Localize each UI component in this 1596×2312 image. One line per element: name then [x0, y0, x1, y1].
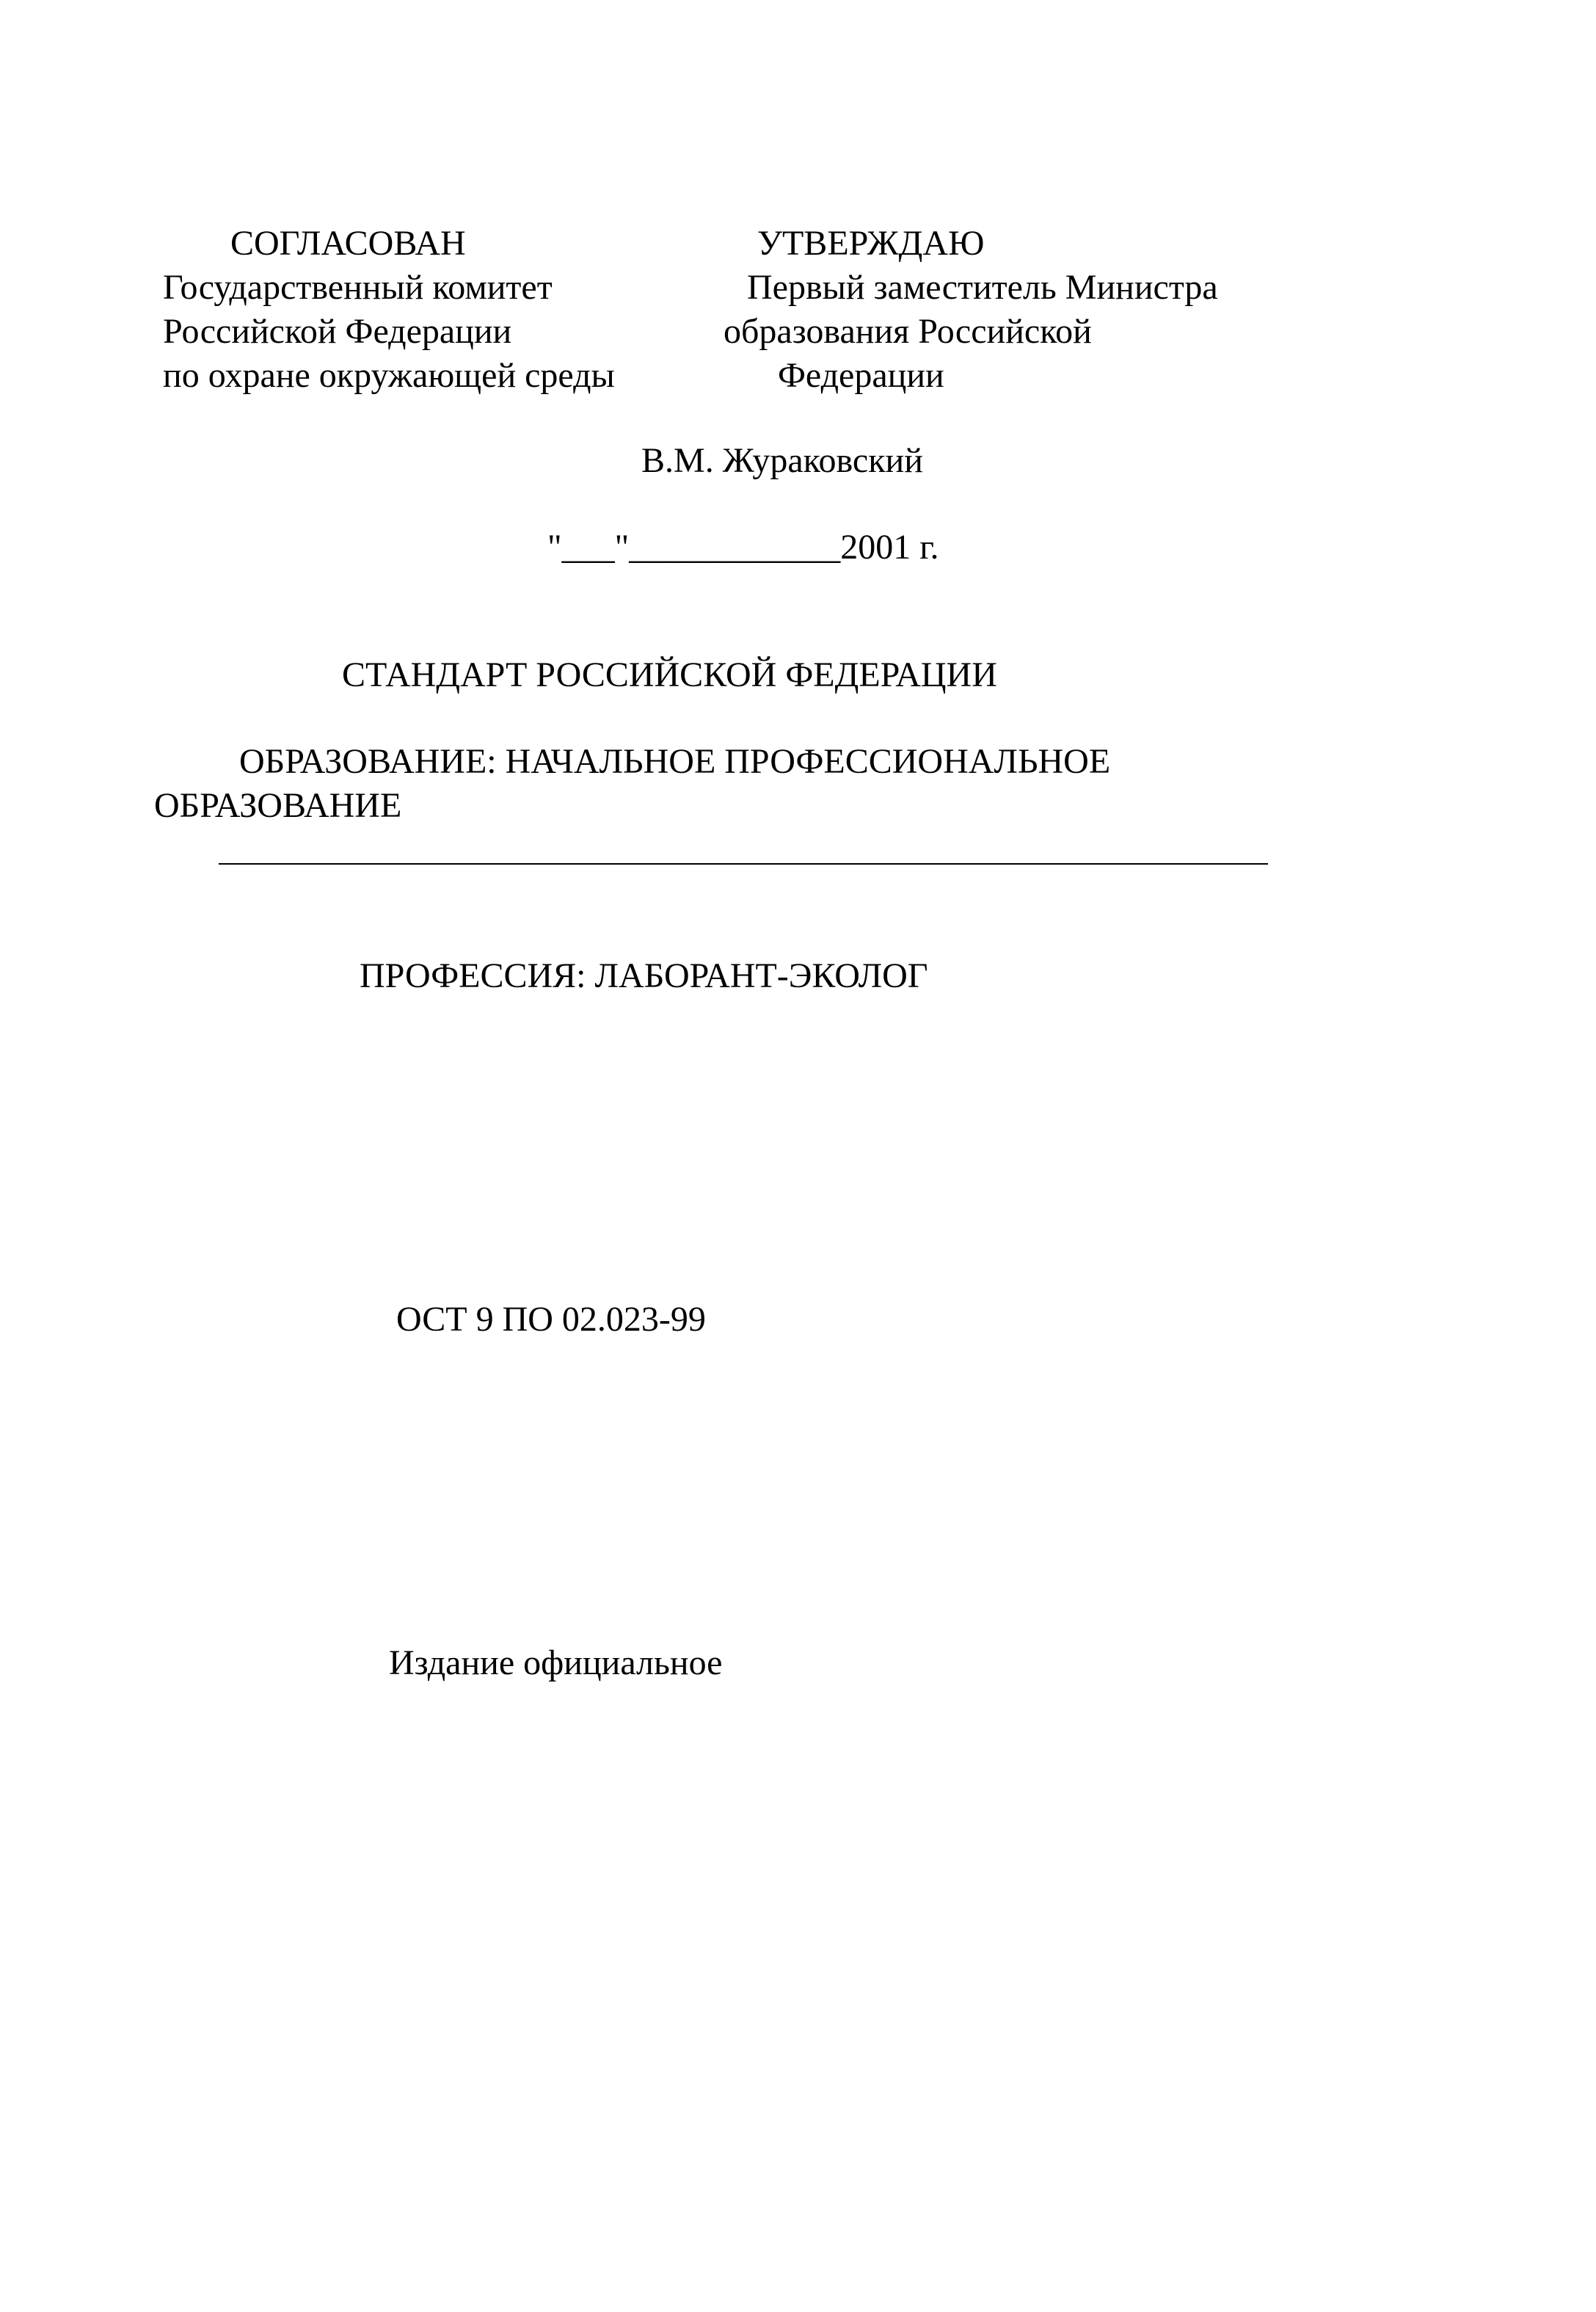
- document-code: ОСТ 9 ПО 02.023-99: [396, 1300, 706, 1339]
- separator-line: [219, 863, 1268, 865]
- approve-line-2: образования Российской: [724, 312, 1092, 351]
- profession-title: ПРОФЕССИЯ: ЛАБОРАНТ-ЭКОЛОГ: [360, 956, 928, 995]
- approve-heading: УТВЕРЖДАЮ: [757, 224, 985, 263]
- edition-note: Издание официальное: [389, 1643, 723, 1682]
- signatory-name: В.М. Жураковский: [641, 441, 923, 480]
- standard-title: СТАНДАРТ РОССИЙСКОЙ ФЕДЕРАЦИИ: [342, 655, 997, 694]
- approve-line-1: Первый заместитель Министра: [747, 268, 1218, 307]
- agreed-line-3: по охране окружающей среды: [163, 356, 615, 395]
- agreed-heading: СОГЛАСОВАН: [230, 224, 466, 263]
- approval-date: "___"____________2001 г.: [547, 528, 939, 567]
- agreed-line-1: Государственный комитет: [163, 268, 553, 307]
- approve-line-3: Федерации: [778, 356, 944, 395]
- education-line-1: ОБРАЗОВАНИЕ: НАЧАЛЬНОЕ ПРОФЕССИОНАЛЬНОЕ: [239, 742, 1111, 781]
- education-line-2: ОБРАЗОВАНИЕ: [154, 786, 402, 825]
- agreed-line-2: Российской Федерации: [163, 312, 512, 351]
